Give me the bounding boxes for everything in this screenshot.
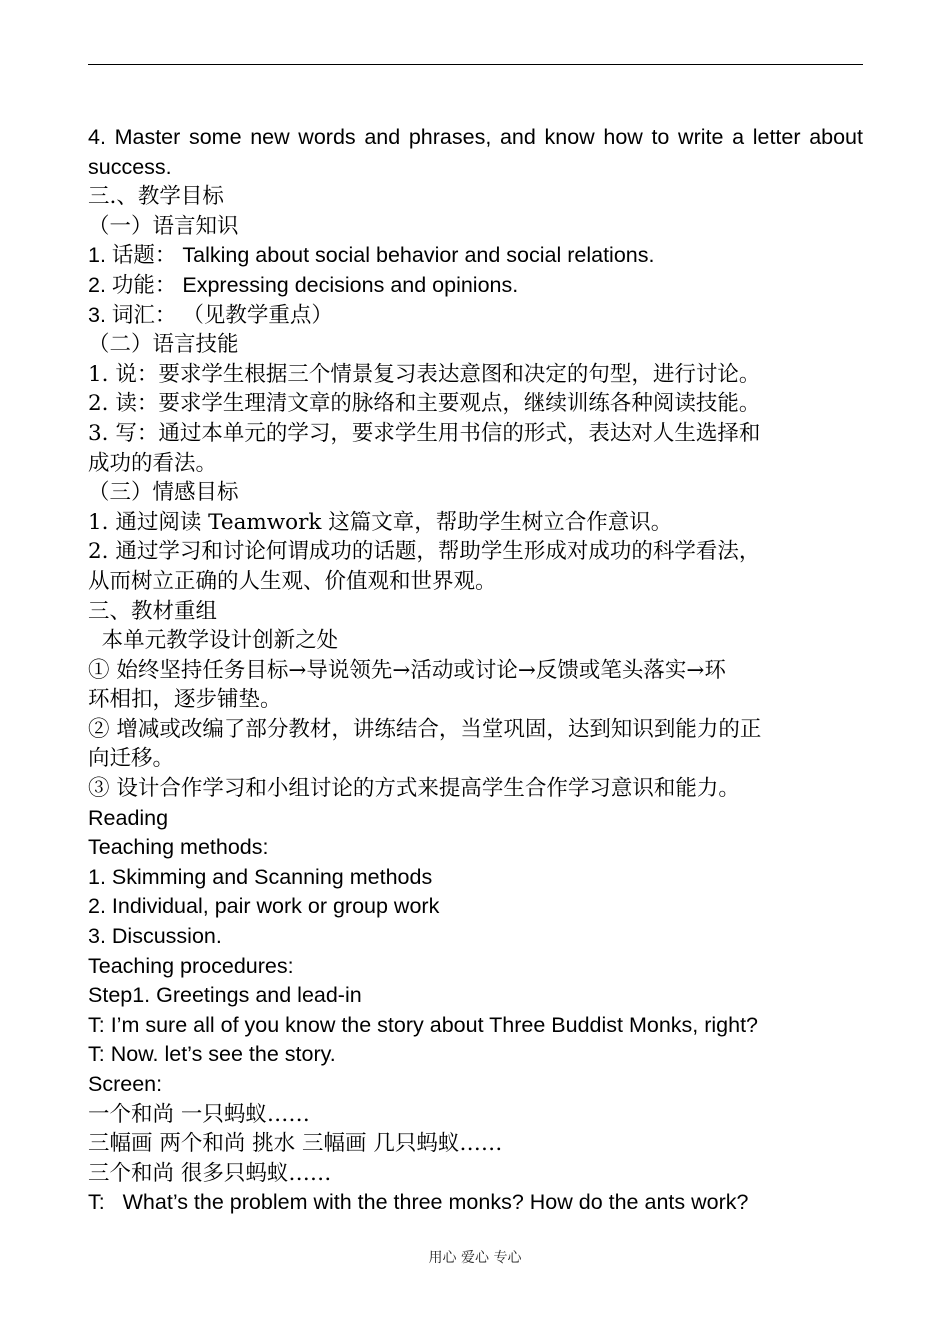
subsection-heading: （一）语言知识 (88, 213, 239, 239)
subsection-heading: （二）语言技能 (88, 332, 239, 358)
paragraph-line: 本单元教学设计创新之处 (88, 628, 339, 654)
section-heading: 三.、教学目标 (88, 184, 224, 210)
list-item: 2. Individual, pair work or group work (88, 894, 440, 919)
list-item: 3. 词汇： （见教学重点） (88, 302, 333, 327)
list-item: 1. 说：要求学生根据三个情景复习表达意图和决定的句型，进行讨论。 (88, 361, 761, 387)
list-item: ③ 设计合作学习和小组讨论的方式来提高学生合作学习意识和能力。 (88, 776, 740, 802)
paragraph-line: 一个和尚 一只蚂蚁…… (88, 1101, 310, 1127)
list-item: 2. 读：要求学生理清文章的脉络和主要观点，继续训练各种阅读技能。 (88, 391, 761, 417)
list-item-continuation: 向迁移。 (88, 746, 175, 772)
paragraph-line: Teaching methods: (88, 835, 269, 860)
list-item: ① 始终坚持任务目标→导说领先→活动或讨论→反馈或笔头落实→环 (88, 657, 726, 683)
header-rule (88, 64, 863, 65)
section-heading: Reading (88, 805, 169, 830)
paragraph-line: 三幅画 两个和尚 挑水 三幅画 几只蚂蚁…… (88, 1131, 503, 1157)
paragraph-line: Step1. Greetings and lead-in (88, 983, 362, 1008)
list-item: 3. 写：通过本单元的学习，要求学生用书信的形式，表达对人生选择和 (88, 420, 761, 446)
paragraph-line: Teaching procedures: (88, 953, 294, 978)
paragraph-line: Screen: (88, 1072, 163, 1096)
list-item-continuation: 环相扣，逐步铺垫。 (88, 687, 282, 713)
paragraph-line: 4. Master some new words and phrases, and know how to write a letter about (88, 125, 863, 149)
paragraph-line: T: Now. let’s see the story. (88, 1042, 336, 1067)
list-item: 1. 话题： Talking about social behavior and social relations. (88, 243, 655, 268)
subsection-heading: （三）情感目标 (88, 480, 239, 506)
page-footer: 用心 爱心 专心 (428, 1250, 522, 1266)
list-item: 1. 通过阅读 Teamwork 这篇文章，帮助学生树立合作意识。 (88, 509, 673, 535)
section-heading: 三、教材重组 (88, 598, 218, 624)
paragraph-line: T: I’m sure all of you know the story about Three Buddist Monks, right? (88, 1012, 759, 1037)
list-item: ② 增减或改编了部分教材，讲练结合，当堂巩固，达到知识到能力的正 (88, 716, 762, 742)
paragraph-line: 三个和尚 很多只蚂蚁…… (88, 1160, 332, 1186)
document-body (88, 123, 863, 1218)
list-item: 2. 通过学习和讨论何谓成功的话题，帮助学生形成对成功的科学看法， (88, 539, 761, 565)
list-item-continuation: 从而树立正确的人生观、价值观和世界观。 (88, 568, 497, 594)
paragraph-line: T: What’s the problem with the three monks? How do the ants work? (88, 1190, 749, 1215)
list-item: 2. 功能： Expressing decisions and opinions. (88, 272, 519, 297)
list-item: 3. Discussion. (88, 924, 222, 949)
list-item-continuation: 成功的看法。 (88, 450, 218, 476)
list-item: 1. Skimming and Scanning methods (88, 864, 433, 889)
paragraph-line: success. (88, 154, 172, 179)
